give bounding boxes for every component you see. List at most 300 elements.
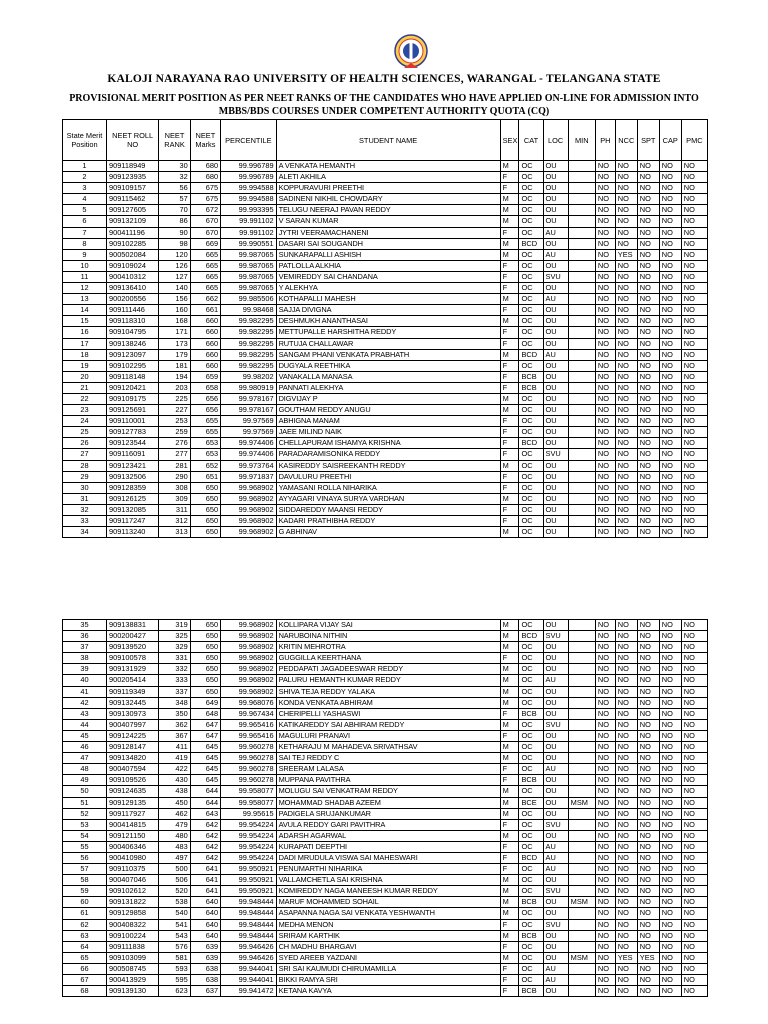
percentile-cell: 99.960278 — [221, 764, 276, 775]
spt-cell: NO — [637, 786, 659, 797]
neet-marks-cell: 650 — [190, 527, 220, 538]
locality-cell: OU — [543, 808, 568, 819]
cap-cell: NO — [659, 305, 681, 316]
locality-cell: OU — [543, 653, 568, 664]
neet-marks-cell: 640 — [190, 919, 220, 930]
ncc-cell: NO — [615, 294, 637, 305]
pmc-cell: NO — [681, 886, 707, 897]
category-cell: BCE — [519, 797, 543, 808]
ph-cell: NO — [595, 471, 615, 482]
cap-cell: NO — [659, 742, 681, 753]
student-name-cell: SYED AREEB YAZDANI — [276, 952, 500, 963]
minority-cell — [568, 775, 595, 786]
neet-marks-cell: 680 — [190, 172, 220, 183]
spt-cell: NO — [637, 260, 659, 271]
category-cell: OC — [519, 719, 543, 730]
merit-position-cell: 37 — [63, 642, 107, 653]
pmc-cell: NO — [681, 349, 707, 360]
table-row — [63, 620, 708, 631]
merit-position-cell: 32 — [63, 504, 107, 515]
cap-cell: NO — [659, 897, 681, 908]
neet-rank-cell: 56 — [159, 183, 190, 194]
pmc-cell: NO — [681, 283, 707, 294]
category-cell: BCD — [519, 438, 543, 449]
minority-cell: MSM — [568, 797, 595, 808]
sex-cell: F — [500, 371, 519, 382]
cap-cell: NO — [659, 283, 681, 294]
spt-cell: NO — [637, 283, 659, 294]
cap-cell: NO — [659, 194, 681, 205]
minority-cell — [568, 697, 595, 708]
spt-cell: NO — [637, 516, 659, 527]
ph-cell: NO — [595, 908, 615, 919]
minority-cell — [568, 438, 595, 449]
minority-cell — [568, 183, 595, 194]
minority-cell — [568, 393, 595, 404]
neet-marks-cell: 669 — [190, 238, 220, 249]
locality-cell: AU — [543, 975, 568, 986]
neet-marks-cell: 645 — [190, 753, 220, 764]
ncc-cell: NO — [615, 205, 637, 216]
spt-cell: NO — [637, 172, 659, 183]
cap-cell: NO — [659, 493, 681, 504]
sex-cell: F — [500, 271, 519, 282]
category-cell: OC — [519, 427, 543, 438]
roll-no-cell: 909136410 — [106, 283, 158, 294]
neet-marks-cell: 641 — [190, 875, 220, 886]
pmc-cell: NO — [681, 338, 707, 349]
cap-cell: NO — [659, 753, 681, 764]
column-header-locality: LOC — [543, 120, 568, 161]
minority-cell — [568, 653, 595, 664]
ph-cell: NO — [595, 271, 615, 282]
locality-cell: OU — [543, 686, 568, 697]
percentile-cell: 99.965416 — [221, 730, 276, 741]
percentile-cell: 99.968902 — [221, 653, 276, 664]
neet-rank-cell: 333 — [159, 675, 190, 686]
table-row — [63, 897, 708, 908]
percentile-cell: 99.965416 — [221, 719, 276, 730]
merit-position-cell: 54 — [63, 830, 107, 841]
ph-cell: NO — [595, 427, 615, 438]
table-row — [63, 371, 708, 382]
minority-cell — [568, 449, 595, 460]
neet-rank-cell: 543 — [159, 930, 190, 941]
roll-no-cell: 909127605 — [106, 205, 158, 216]
sex-cell: M — [500, 620, 519, 631]
student-name-cell: ABHIGNA MANAM — [276, 416, 500, 427]
student-name-cell: GUGGILLA KEERTHANA — [276, 653, 500, 664]
neet-marks-cell: 650 — [190, 664, 220, 675]
table-row — [63, 675, 708, 686]
student-name-cell: PATLOLLA ALKHIA — [276, 260, 500, 271]
merit-position-cell: 47 — [63, 753, 107, 764]
pmc-cell: NO — [681, 360, 707, 371]
minority-cell — [568, 516, 595, 527]
ph-cell: NO — [595, 753, 615, 764]
table-row — [63, 471, 708, 482]
spt-cell: NO — [637, 653, 659, 664]
minority-cell: MSM — [568, 897, 595, 908]
pmc-cell: NO — [681, 238, 707, 249]
ph-cell: NO — [595, 294, 615, 305]
minority-cell — [568, 482, 595, 493]
cap-cell: NO — [659, 686, 681, 697]
table-row — [63, 886, 708, 897]
percentile-cell: 99.948444 — [221, 919, 276, 930]
spt-cell: NO — [637, 941, 659, 952]
neet-rank-cell: 538 — [159, 897, 190, 908]
category-cell: OC — [519, 216, 543, 227]
sex-cell: M — [500, 249, 519, 260]
cap-cell: NO — [659, 653, 681, 664]
neet-marks-cell: 660 — [190, 316, 220, 327]
category-cell: OC — [519, 952, 543, 963]
pmc-cell: NO — [681, 875, 707, 886]
locality-cell: OU — [543, 172, 568, 183]
neet-rank-cell: 480 — [159, 830, 190, 841]
locality-cell: OU — [543, 708, 568, 719]
spt-cell: NO — [637, 930, 659, 941]
pmc-cell: NO — [681, 316, 707, 327]
pmc-cell: NO — [681, 786, 707, 797]
ph-cell: NO — [595, 238, 615, 249]
cap-cell: NO — [659, 449, 681, 460]
percentile-cell: 99.97569 — [221, 416, 276, 427]
merit-position-cell: 20 — [63, 371, 107, 382]
minority-cell — [568, 194, 595, 205]
category-cell: OC — [519, 664, 543, 675]
minority-cell — [568, 864, 595, 875]
table-row — [63, 797, 708, 808]
table-row — [63, 249, 708, 260]
ph-cell: NO — [595, 742, 615, 753]
roll-no-cell: 900414815 — [106, 819, 158, 830]
spt-cell: NO — [637, 742, 659, 753]
column-header-category: CAT — [519, 120, 543, 161]
neet-rank-cell: 126 — [159, 260, 190, 271]
merit-position-cell: 24 — [63, 416, 107, 427]
sex-cell: F — [500, 416, 519, 427]
neet-marks-cell: 643 — [190, 808, 220, 819]
ph-cell: NO — [595, 460, 615, 471]
pmc-cell: NO — [681, 841, 707, 852]
neet-marks-cell: 650 — [190, 482, 220, 493]
neet-rank-cell: 419 — [159, 753, 190, 764]
spt-cell: NO — [637, 708, 659, 719]
ph-cell: NO — [595, 664, 615, 675]
sex-cell: F — [500, 819, 519, 830]
table-row — [63, 697, 708, 708]
minority-cell — [568, 172, 595, 183]
spt-cell: NO — [637, 841, 659, 852]
spt-cell: NO — [637, 360, 659, 371]
ph-cell: NO — [595, 808, 615, 819]
neet-rank-cell: 70 — [159, 205, 190, 216]
minority-cell — [568, 908, 595, 919]
ncc-cell: NO — [615, 305, 637, 316]
locality-cell: OU — [543, 830, 568, 841]
cap-cell: NO — [659, 271, 681, 282]
merit-position-cell: 21 — [63, 382, 107, 393]
minority-cell — [568, 686, 595, 697]
neet-marks-cell: 651 — [190, 471, 220, 482]
roll-no-cell: 909119349 — [106, 686, 158, 697]
neet-marks-cell: 640 — [190, 897, 220, 908]
student-name-cell: DAVULURU PREETHI — [276, 471, 500, 482]
pmc-cell: NO — [681, 294, 707, 305]
merit-position-cell: 65 — [63, 952, 107, 963]
ph-cell: NO — [595, 841, 615, 852]
locality-cell: OU — [543, 316, 568, 327]
neet-rank-cell: 160 — [159, 305, 190, 316]
ph-cell: NO — [595, 405, 615, 416]
pmc-cell: NO — [681, 504, 707, 515]
pmc-cell: NO — [681, 460, 707, 471]
minority-cell — [568, 830, 595, 841]
pmc-cell: NO — [681, 952, 707, 963]
percentile-cell: 99.968902 — [221, 664, 276, 675]
student-name-cell: DADI MRUDULA VISWA SAI MAHESWARI — [276, 852, 500, 863]
spt-cell: NO — [637, 194, 659, 205]
table-row — [63, 975, 708, 986]
roll-no-cell: 900408322 — [106, 919, 158, 930]
locality-cell: OU — [543, 952, 568, 963]
category-cell: OC — [519, 283, 543, 294]
merit-position-cell: 59 — [63, 886, 107, 897]
merit-position-cell: 16 — [63, 327, 107, 338]
pmc-cell: NO — [681, 830, 707, 841]
neet-rank-cell: 171 — [159, 327, 190, 338]
neet-rank-cell: 576 — [159, 941, 190, 952]
cap-cell: NO — [659, 227, 681, 238]
spt-cell: NO — [637, 886, 659, 897]
neet-rank-cell: 32 — [159, 172, 190, 183]
sex-cell: F — [500, 504, 519, 515]
ncc-cell: NO — [615, 493, 637, 504]
percentile-cell: 99.982295 — [221, 349, 276, 360]
student-name-cell: DUGYALA REETHIKA — [276, 360, 500, 371]
merit-table-part-2 — [62, 619, 708, 997]
percentile-cell: 99.950921 — [221, 864, 276, 875]
ph-cell: NO — [595, 260, 615, 271]
locality-cell: OU — [543, 194, 568, 205]
category-cell: OC — [519, 819, 543, 830]
merit-position-cell: 39 — [63, 664, 107, 675]
locality-cell: AU — [543, 675, 568, 686]
column-header-neet-marks: NEET Marks — [190, 120, 220, 161]
table-row — [63, 161, 708, 172]
roll-no-cell: 909139520 — [106, 642, 158, 653]
ncc-cell: NO — [615, 875, 637, 886]
table-row — [63, 316, 708, 327]
sex-cell: F — [500, 975, 519, 986]
locality-cell: OU — [543, 516, 568, 527]
neet-marks-cell: 660 — [190, 327, 220, 338]
spt-cell: NO — [637, 493, 659, 504]
locality-cell: SVU — [543, 271, 568, 282]
ph-cell: NO — [595, 875, 615, 886]
student-name-cell: KOMIREDDY NAGA MANEESH KUMAR REDDY — [276, 886, 500, 897]
table-row — [63, 841, 708, 852]
sex-cell: F — [500, 708, 519, 719]
neet-marks-cell: 647 — [190, 719, 220, 730]
neet-marks-cell: 649 — [190, 697, 220, 708]
locality-cell: OU — [543, 260, 568, 271]
neet-marks-cell: 640 — [190, 930, 220, 941]
minority-cell — [568, 305, 595, 316]
ncc-cell: NO — [615, 719, 637, 730]
sex-cell: F — [500, 327, 519, 338]
category-cell: BCD — [519, 349, 543, 360]
neet-rank-cell: 311 — [159, 504, 190, 515]
roll-no-cell: 909127783 — [106, 427, 158, 438]
student-name-cell: CH MADHU BHARGAVI — [276, 941, 500, 952]
merit-position-cell: 42 — [63, 697, 107, 708]
merit-position-cell: 50 — [63, 786, 107, 797]
category-cell: OC — [519, 172, 543, 183]
percentile-cell: 99.987065 — [221, 283, 276, 294]
percentile-cell: 99.991102 — [221, 227, 276, 238]
neet-marks-cell: 644 — [190, 797, 220, 808]
merit-position-cell: 43 — [63, 708, 107, 719]
merit-position-cell: 11 — [63, 271, 107, 282]
student-name-cell: KETHARAJU M MAHADEVA SRIVATHSAV — [276, 742, 500, 753]
cap-cell: NO — [659, 460, 681, 471]
neet-rank-cell: 203 — [159, 382, 190, 393]
cap-cell: NO — [659, 808, 681, 819]
university-emblem-icon — [394, 34, 428, 70]
neet-marks-cell: 645 — [190, 764, 220, 775]
spt-cell: NO — [637, 919, 659, 930]
cap-cell: NO — [659, 382, 681, 393]
student-name-cell: MEDHA MENON — [276, 919, 500, 930]
spt-cell: NO — [637, 808, 659, 819]
roll-no-cell: 909115462 — [106, 194, 158, 205]
table-row — [63, 172, 708, 183]
cap-cell: NO — [659, 349, 681, 360]
ph-cell: NO — [595, 864, 615, 875]
sex-cell: M — [500, 664, 519, 675]
category-cell: OC — [519, 908, 543, 919]
category-cell: BCB — [519, 382, 543, 393]
roll-no-cell: 909100224 — [106, 930, 158, 941]
neet-rank-cell: 581 — [159, 952, 190, 963]
neet-rank-cell: 90 — [159, 227, 190, 238]
cap-cell: NO — [659, 963, 681, 974]
percentile-cell: 99.996789 — [221, 172, 276, 183]
table-row — [63, 653, 708, 664]
cap-cell: NO — [659, 205, 681, 216]
category-cell: BCD — [519, 631, 543, 642]
spt-cell: NO — [637, 620, 659, 631]
ncc-cell: NO — [615, 260, 637, 271]
ph-cell: NO — [595, 382, 615, 393]
pmc-cell: NO — [681, 930, 707, 941]
percentile-cell: 99.954224 — [221, 819, 276, 830]
ph-cell: NO — [595, 830, 615, 841]
minority-cell — [568, 527, 595, 538]
spt-cell: NO — [637, 963, 659, 974]
merit-position-cell: 68 — [63, 986, 107, 997]
percentile-cell: 99.968902 — [221, 631, 276, 642]
pmc-cell: NO — [681, 675, 707, 686]
ncc-cell: NO — [615, 664, 637, 675]
category-cell: OC — [519, 316, 543, 327]
table-row — [63, 730, 708, 741]
spt-cell: NO — [637, 527, 659, 538]
ph-cell: NO — [595, 449, 615, 460]
pmc-cell: NO — [681, 620, 707, 631]
neet-rank-cell: 593 — [159, 963, 190, 974]
minority-cell — [568, 249, 595, 260]
student-name-cell: PARADARAMISONIKA REDDY — [276, 449, 500, 460]
cap-cell: NO — [659, 986, 681, 997]
ncc-cell: NO — [615, 697, 637, 708]
spt-cell: NO — [637, 753, 659, 764]
ph-cell: NO — [595, 963, 615, 974]
table-row — [63, 382, 708, 393]
locality-cell: AU — [543, 864, 568, 875]
roll-no-cell: 909117247 — [106, 516, 158, 527]
roll-no-cell: 909123935 — [106, 172, 158, 183]
neet-rank-cell: 367 — [159, 730, 190, 741]
merit-position-cell: 18 — [63, 349, 107, 360]
student-name-cell: KASIREDDY SAISREEKANTH REDDY — [276, 460, 500, 471]
pmc-cell: NO — [681, 516, 707, 527]
sex-cell: F — [500, 986, 519, 997]
locality-cell: OU — [543, 930, 568, 941]
percentile-cell: 99.98202 — [221, 371, 276, 382]
percentile-cell: 99.960278 — [221, 753, 276, 764]
ph-cell: NO — [595, 686, 615, 697]
column-header-sex: SEX — [500, 120, 519, 161]
pmc-cell: NO — [681, 405, 707, 416]
category-cell: OC — [519, 305, 543, 316]
minority-cell — [568, 742, 595, 753]
pmc-cell: NO — [681, 986, 707, 997]
table-row — [63, 493, 708, 504]
ncc-cell: NO — [615, 708, 637, 719]
merit-position-cell: 34 — [63, 527, 107, 538]
locality-cell: OU — [543, 897, 568, 908]
cap-cell: NO — [659, 941, 681, 952]
pmc-cell: NO — [681, 194, 707, 205]
neet-rank-cell: 497 — [159, 852, 190, 863]
minority-cell — [568, 405, 595, 416]
roll-no-cell: 900410312 — [106, 271, 158, 282]
table-row — [63, 764, 708, 775]
percentile-cell: 99.950921 — [221, 875, 276, 886]
table-row — [63, 205, 708, 216]
pmc-cell: NO — [681, 382, 707, 393]
locality-cell: SVU — [543, 631, 568, 642]
roll-no-cell: 909104795 — [106, 327, 158, 338]
category-cell: OC — [519, 620, 543, 631]
cap-cell: NO — [659, 294, 681, 305]
ncc-cell: NO — [615, 675, 637, 686]
category-cell: OC — [519, 493, 543, 504]
neet-marks-cell: 638 — [190, 963, 220, 974]
category-cell: OC — [519, 886, 543, 897]
ncc-cell: NO — [615, 216, 637, 227]
pmc-cell: NO — [681, 427, 707, 438]
minority-cell — [568, 886, 595, 897]
locality-cell: AU — [543, 294, 568, 305]
ph-cell: NO — [595, 393, 615, 404]
merit-position-cell: 46 — [63, 742, 107, 753]
table-row — [63, 216, 708, 227]
